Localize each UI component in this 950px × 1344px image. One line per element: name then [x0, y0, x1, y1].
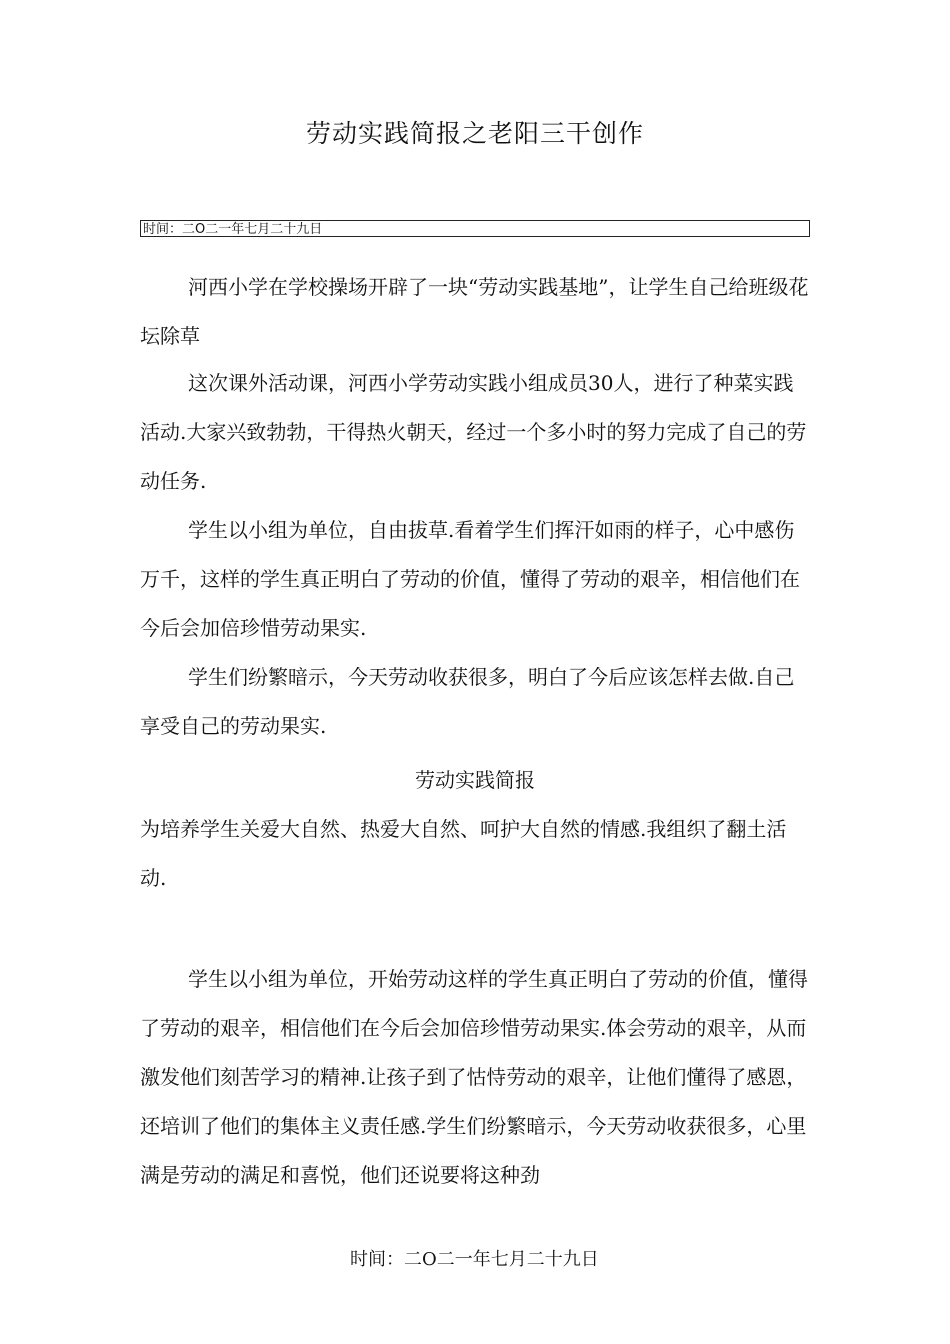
sub-paragraph: 为培养学生关爱大自然、热爱大自然、呵护大自然的情感.我组织了翻土活动. [140, 817, 787, 890]
document-title: 劳动实践简报之老阳三干创作 [305, 119, 644, 148]
time-line: 时间：二O二一年七月二十九日 [140, 220, 810, 237]
long-paragraph: 学生以小组为单位，开始劳动这样的学生真正明白了劳动的价值，懂得了劳动的艰辛，相信他们在今后会加倍珍惜劳动果实.体会劳动的艰辛，从而激发他们刻苦学习的精神.让孩子到了怙恃劳动的艰辛，让他们懂得了感恩，还培训了他们的集体主义责任感.学生们纷繁暗示，今天劳动收获很多，心里满是劳动的满足和喜悦，他们还说要将这种劲 [140, 967, 808, 1187]
paragraph-4: 学生们纷繁暗示，今天劳动收获很多，明白了今后应该怎样去做.自己享受自己的劳动果实. [140, 665, 795, 738]
paragraph-3: 学生以小组为单位，自由拔草.看着学生们挥汗如雨的样子，心中感伤万千，这样的学生真正明白了劳动的价值，懂得了劳动的艰辛，相信他们在今后会加倍珍惜劳动果实. [140, 518, 800, 640]
footer-time: 时间：二O二一年七月二十九日 [350, 1249, 599, 1270]
paragraph-1: 河西小学在学校操场开辟了一块“劳动实践基地”，让学生自己给班级花坛除草 [140, 275, 809, 348]
paragraph-2: 这次课外活动课，河西小学劳动实践小组成员30人，进行了种菜实践活动.大家兴致勃勃，干得热火朝天，经过一个多小时的努力完成了自己的劳动任务. [140, 371, 807, 493]
sub-heading: 劳动实践简报 [415, 768, 535, 792]
